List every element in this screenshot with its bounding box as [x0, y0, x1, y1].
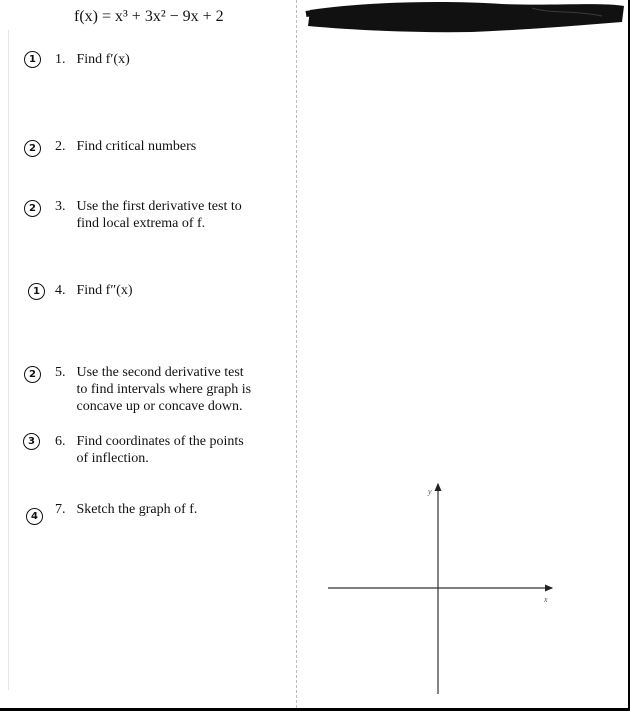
x-axis-label: x — [544, 595, 548, 604]
question-line: find local extrema of f. — [76, 216, 206, 231]
question-number: 7. — [55, 502, 66, 517]
page-edge-line — [8, 30, 9, 690]
question-text: Find f′(x) — [76, 52, 130, 67]
coordinate-axes — [326, 478, 558, 700]
question-line: Use the second derivative test — [76, 365, 244, 380]
question-number: 2. — [55, 139, 66, 154]
score-badge-3: 2 — [24, 200, 41, 217]
score-badge-6: 3 — [23, 433, 40, 450]
question-2 — [55, 138, 196, 155]
question-number: 6. — [55, 434, 66, 449]
question-text: Sketch the graph of f. — [76, 502, 198, 517]
question-4 — [55, 282, 133, 299]
question-3 — [55, 198, 242, 232]
question-1 — [55, 51, 130, 68]
question-line: of inflection. — [76, 451, 149, 466]
score-badge-1: 1 — [24, 51, 41, 68]
redaction-scribble — [302, 0, 628, 34]
question-text — [77, 198, 242, 232]
y-axis-label: y — [428, 487, 432, 496]
question-line: to find intervals where graph is — [76, 382, 252, 397]
score-badge-4: 1 — [28, 283, 45, 300]
score-badge-5: 2 — [24, 366, 41, 383]
question-line: Find coordinates of the points — [76, 434, 244, 449]
score-badge-7: 4 — [26, 508, 43, 525]
question-text: Find critical numbers — [76, 139, 197, 154]
question-7 — [55, 501, 197, 518]
question-text — [77, 433, 244, 467]
question-number: 3. — [55, 199, 66, 214]
question-text — [77, 364, 252, 415]
question-line: concave up or concave down. — [76, 399, 243, 414]
question-6 — [55, 433, 244, 467]
question-5 — [55, 364, 251, 415]
column-divider — [296, 0, 297, 708]
question-number: 1. — [55, 52, 66, 67]
question-line: Use the first derivative test to — [76, 199, 242, 214]
question-text: Find f″(x) — [76, 283, 133, 298]
question-number: 4. — [55, 283, 66, 298]
function-definition: f(x) = x³ + 3x² − 9x + 2 — [74, 8, 224, 25]
score-badge-2: 2 — [24, 140, 41, 157]
question-number: 5. — [55, 365, 66, 380]
